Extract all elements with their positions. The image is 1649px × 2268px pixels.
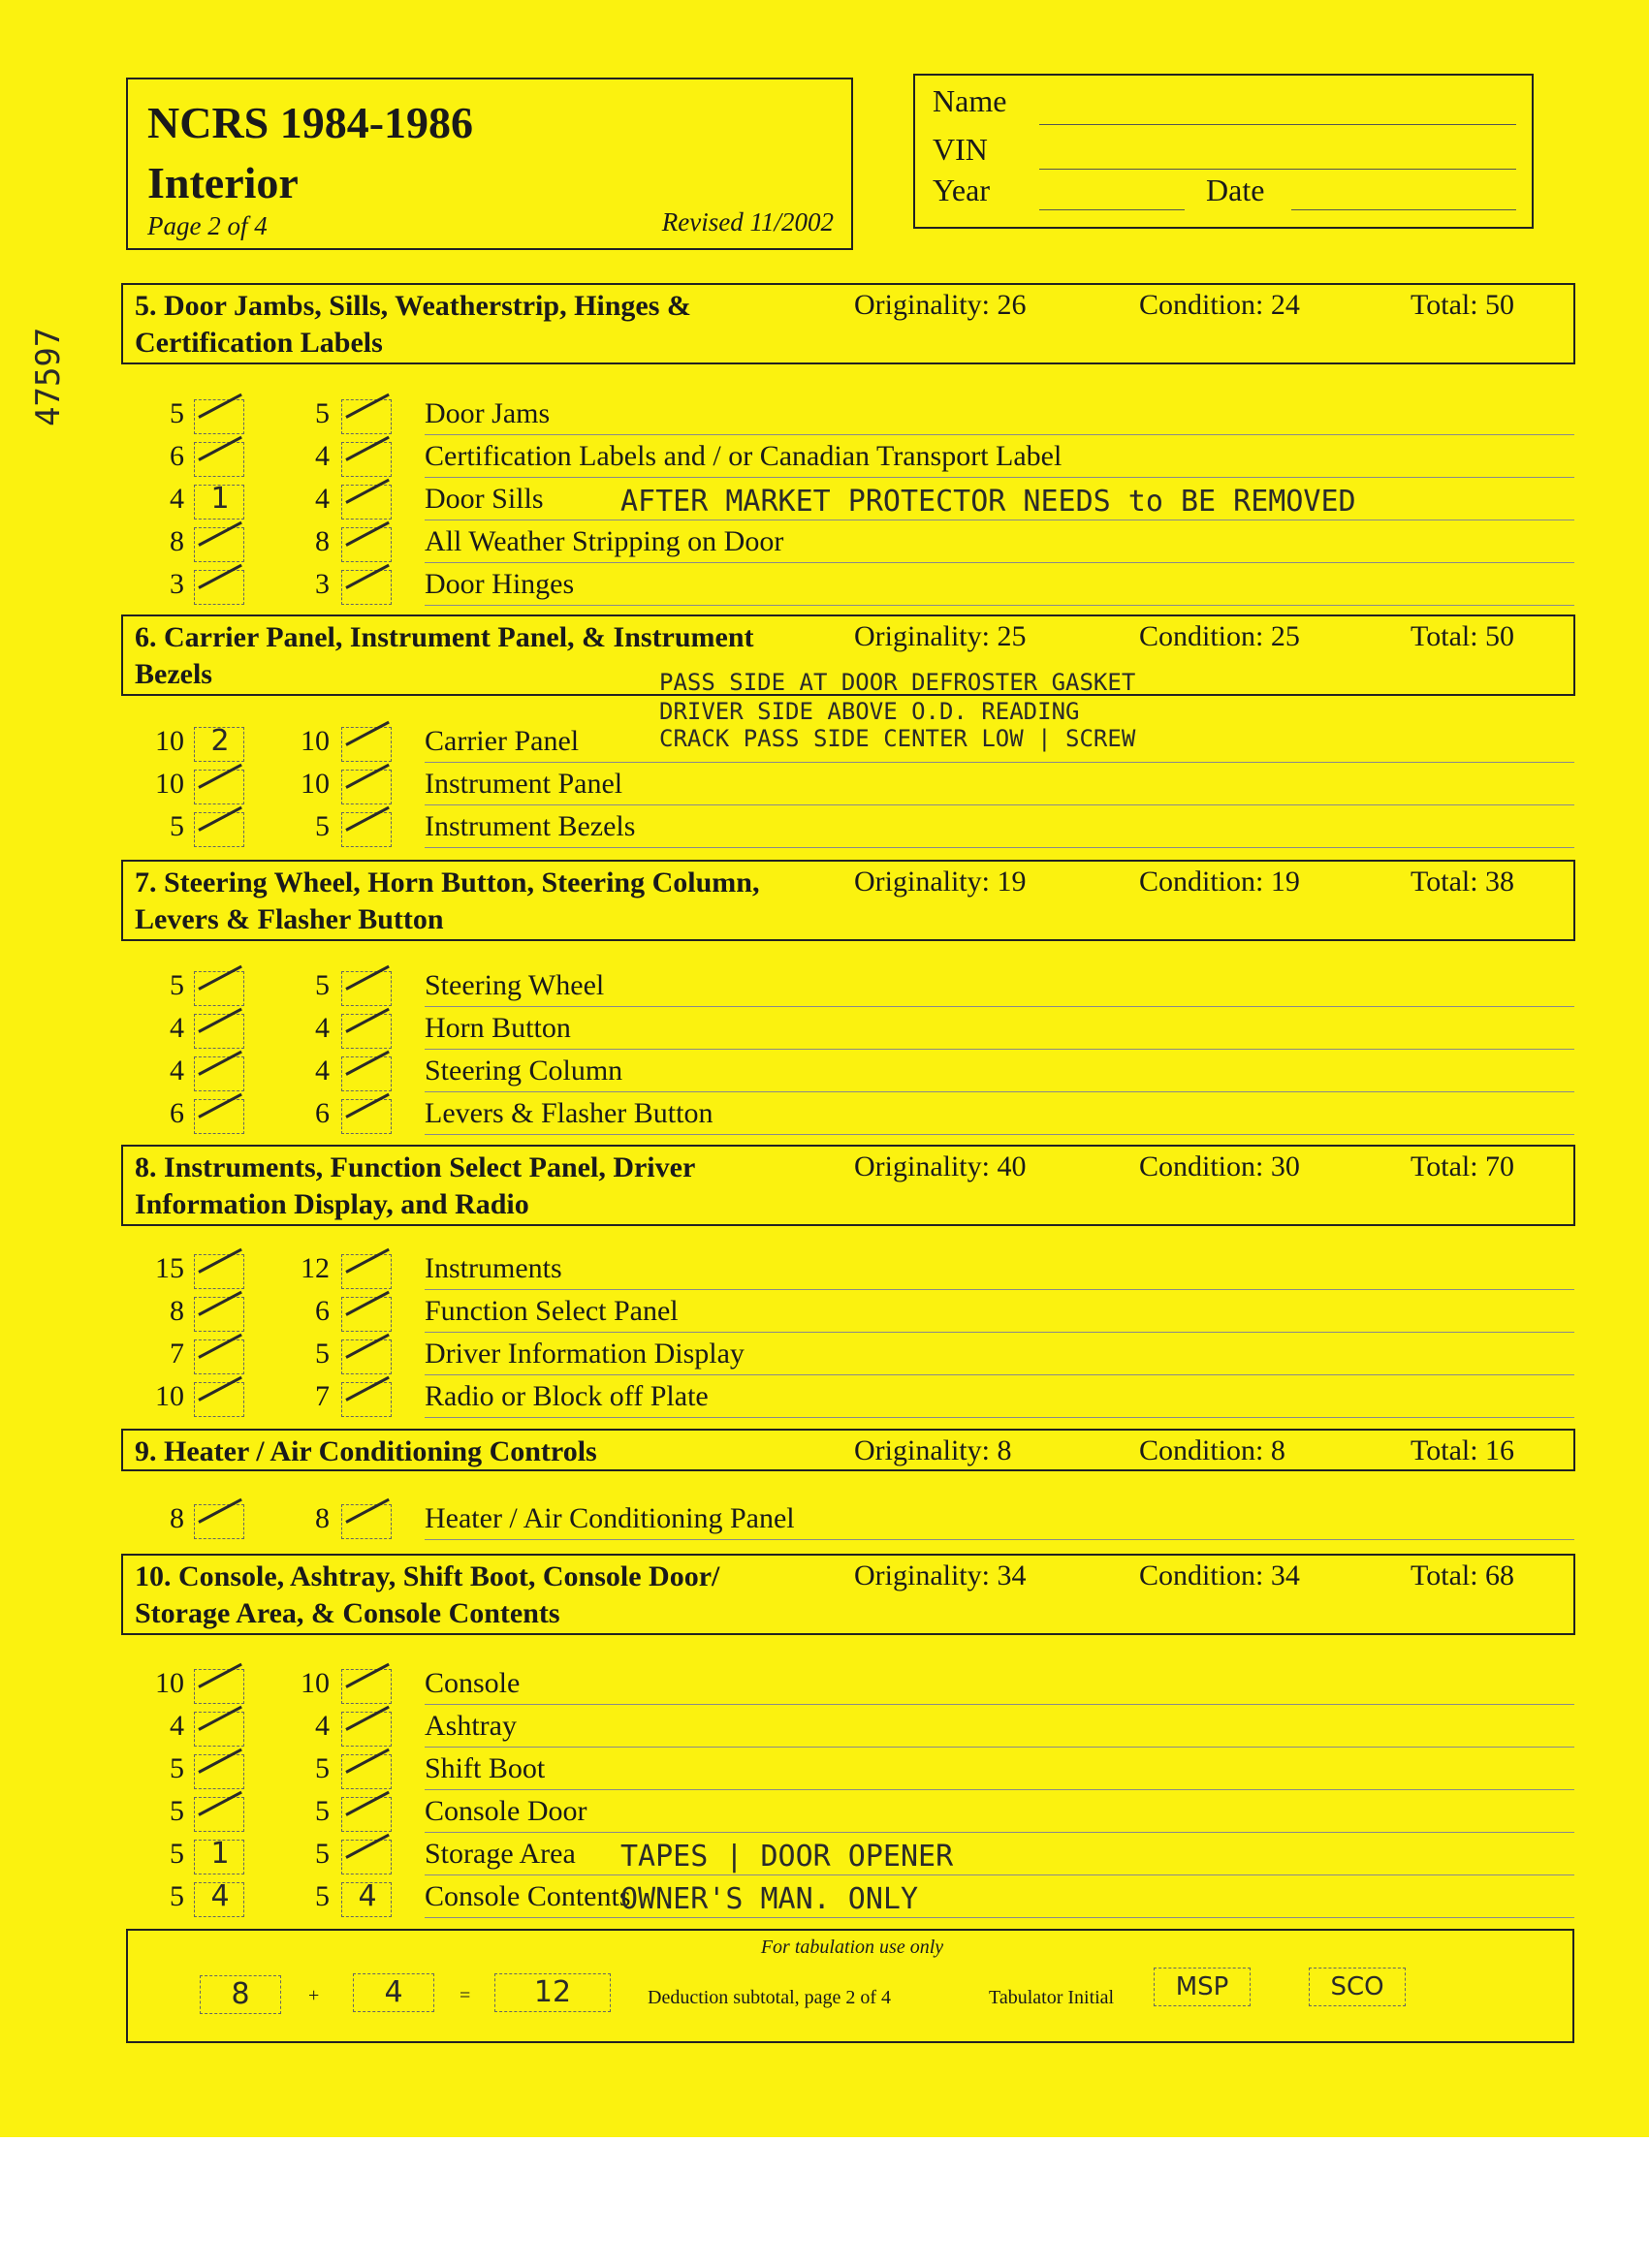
originality-score: Originality: 8 <box>854 1434 1012 1466</box>
section-header <box>121 860 1575 941</box>
condition-points: 8 <box>315 525 330 557</box>
condition-checkbox[interactable] <box>341 770 392 804</box>
originality-points: 5 <box>170 810 184 842</box>
section-header <box>121 1554 1575 1635</box>
tabulator-initial-field-1[interactable]: MSP <box>1154 1968 1251 2006</box>
item-row <box>0 1752 1649 1795</box>
section-title-line-2: Storage Area, & Console Contents <box>135 1597 560 1629</box>
section-title-line-1: 10. Console, Ashtray, Shift Boot, Console Door/ <box>135 1560 720 1592</box>
originality-deduction-mark: 4 <box>210 1879 230 1913</box>
item-row <box>0 1710 1649 1752</box>
check-mark-icon <box>198 521 242 547</box>
originality-points: 10 <box>155 1380 184 1412</box>
item-row <box>0 1295 1649 1338</box>
tabulation-box <box>126 1929 1574 2043</box>
item-label: Instruments <box>425 1252 562 1284</box>
item-comment-line[interactable] <box>425 847 1574 848</box>
condition-points: 10 <box>301 725 330 757</box>
originality-checkbox[interactable] <box>194 1056 244 1091</box>
check-mark-icon <box>198 1248 242 1274</box>
condition-checkbox[interactable] <box>341 1754 392 1789</box>
section-header <box>121 283 1575 364</box>
item-label: Driver Information Display <box>425 1338 745 1370</box>
originality-checkbox[interactable] <box>194 770 244 804</box>
originality-checkbox[interactable] <box>194 570 244 605</box>
condition-score: Condition: 24 <box>1139 289 1300 321</box>
check-mark-icon <box>198 1008 242 1033</box>
check-mark-icon <box>345 1008 390 1033</box>
condition-score: Condition: 30 <box>1139 1150 1300 1182</box>
check-mark-icon <box>345 1663 390 1688</box>
section-header <box>121 1429 1575 1471</box>
condition-score: Condition: 25 <box>1139 620 1300 652</box>
check-mark-icon <box>345 721 390 746</box>
originality-points: 4 <box>170 483 184 515</box>
vin-field[interactable] <box>1039 169 1516 170</box>
margin-note: 47597 <box>29 327 68 426</box>
originality-points: 5 <box>170 969 184 1001</box>
condition-checkbox[interactable] <box>341 1797 392 1832</box>
item-comment-line[interactable] <box>425 804 1574 805</box>
condition-points: 5 <box>315 1880 330 1912</box>
title-box <box>126 78 853 250</box>
tabulator-initial-field-2[interactable]: SCO <box>1309 1968 1406 2006</box>
section-title-line-1: 8. Instruments, Function Select Panel, Driver <box>135 1151 696 1183</box>
check-mark-icon <box>198 764 242 789</box>
condition-points: 5 <box>315 1795 330 1827</box>
item-comment-line[interactable] <box>425 1289 1574 1290</box>
originality-deduction-mark: 2 <box>210 724 230 758</box>
handwritten-note: CRACK PASS SIDE CENTER LOW | SCREW <box>659 725 1136 752</box>
item-comment-line[interactable] <box>425 434 1574 435</box>
condition-score: Condition: 34 <box>1139 1559 1300 1591</box>
item-label: Door Jams <box>425 397 551 429</box>
check-mark-icon <box>345 1291 390 1316</box>
condition-points: 10 <box>301 768 330 800</box>
condition-points: 6 <box>315 1097 330 1129</box>
revision-date: Revised 11/2002 <box>661 207 834 236</box>
check-mark-icon <box>345 806 390 832</box>
check-mark-icon <box>345 1498 390 1524</box>
originality-checkbox[interactable] <box>194 1797 244 1832</box>
check-mark-icon <box>345 394 390 419</box>
condition-checkbox[interactable] <box>341 1712 392 1747</box>
condition-checkbox[interactable] <box>341 1297 392 1332</box>
item-label: Carrier Panel <box>425 725 580 757</box>
handwritten-note: TAPES | DOOR OPENER <box>620 1840 954 1874</box>
check-mark-icon <box>198 1706 242 1731</box>
condition-checkbox[interactable] <box>341 1014 392 1049</box>
originality-points: 5 <box>170 1880 184 1912</box>
item-comment-line[interactable] <box>425 1332 1574 1333</box>
item-row <box>0 1097 1649 1140</box>
condition-points: 5 <box>315 1338 330 1370</box>
originality-deduction-mark: 1 <box>210 1837 230 1871</box>
check-mark-icon <box>198 965 242 991</box>
originality-score: Originality: 26 <box>854 289 1027 321</box>
total-score: Total: 50 <box>1411 289 1515 321</box>
originality-points: 5 <box>170 1838 184 1870</box>
condition-checkbox[interactable] <box>341 1254 392 1289</box>
originality-score: Originality: 25 <box>854 620 1027 652</box>
check-mark-icon <box>345 1093 390 1118</box>
section-header <box>121 1145 1575 1226</box>
form-title: NCRS 1984-1986 <box>147 98 474 147</box>
originality-points: 15 <box>155 1252 184 1284</box>
condition-points: 4 <box>315 440 330 472</box>
condition-checkbox[interactable] <box>341 727 392 762</box>
originality-points: 10 <box>155 1667 184 1699</box>
item-comment-line[interactable] <box>425 1374 1574 1375</box>
condition-points: 4 <box>315 1710 330 1742</box>
check-mark-icon <box>198 1334 242 1359</box>
check-mark-icon <box>198 1291 242 1316</box>
item-row <box>0 440 1649 483</box>
item-label: Levers & Flasher Button <box>425 1097 714 1129</box>
condition-checkbox[interactable] <box>341 971 392 1006</box>
condition-checkbox[interactable] <box>341 1382 392 1417</box>
date-label: Date <box>1206 173 1265 207</box>
originality-checkbox[interactable] <box>194 1297 244 1332</box>
item-row <box>0 1252 1649 1295</box>
item-row <box>0 1055 1649 1097</box>
originality-points: 8 <box>170 1295 184 1327</box>
originality-checkbox[interactable] <box>194 1382 244 1417</box>
condition-checkbox[interactable] <box>341 1840 392 1874</box>
check-mark-icon <box>345 1834 390 1859</box>
name-field[interactable] <box>1039 124 1516 125</box>
item-comment-line[interactable] <box>425 1049 1574 1050</box>
originality-checkbox[interactable] <box>194 1669 244 1704</box>
originality-checkbox[interactable] <box>194 1254 244 1289</box>
section-title-line-2: Levers & Flasher Button <box>135 903 444 935</box>
total-score: Total: 38 <box>1411 866 1515 898</box>
year-field[interactable] <box>1039 209 1185 210</box>
item-label: Ashtray <box>425 1710 517 1742</box>
condition-points: 4 <box>315 483 330 515</box>
section-title-line-1: 7. Steering Wheel, Horn Button, Steering Column, <box>135 866 760 898</box>
item-label: Instrument Panel <box>425 768 623 800</box>
originality-points: 5 <box>170 1795 184 1827</box>
check-mark-icon <box>198 394 242 419</box>
tabulation-heading: For tabulation use only <box>760 1937 944 1958</box>
condition-points: 12 <box>301 1252 330 1284</box>
check-mark-icon <box>345 1248 390 1274</box>
condition-points: 5 <box>315 1752 330 1784</box>
item-row <box>0 1838 1649 1880</box>
originality-checkbox[interactable] <box>194 482 244 520</box>
check-mark-icon <box>198 564 242 589</box>
date-field[interactable] <box>1291 209 1516 210</box>
check-mark-icon <box>198 1748 242 1774</box>
condition-points: 10 <box>301 1667 330 1699</box>
originality-checkbox[interactable] <box>194 1014 244 1049</box>
originality-points: 10 <box>155 768 184 800</box>
condition-points: 5 <box>315 810 330 842</box>
item-row <box>0 483 1649 525</box>
check-mark-icon <box>198 806 242 832</box>
condition-checkbox[interactable] <box>341 1669 392 1704</box>
item-label: Heater / Air Conditioning Panel <box>425 1502 795 1534</box>
item-label: Door Sills <box>425 483 544 515</box>
item-row <box>0 568 1649 611</box>
condition-points: 3 <box>315 568 330 600</box>
item-row <box>0 810 1649 853</box>
originality-checkbox[interactable] <box>194 527 244 562</box>
total-score: Total: 70 <box>1411 1150 1515 1182</box>
condition-checkbox[interactable] <box>341 570 392 605</box>
originality-checkbox[interactable] <box>194 812 244 847</box>
originality-points: 3 <box>170 568 184 600</box>
check-mark-icon <box>345 1051 390 1076</box>
originality-points: 8 <box>170 1502 184 1534</box>
originality-deduction-field[interactable]: 8 <box>200 1975 281 2014</box>
item-label: Console Door <box>425 1795 587 1827</box>
originality-points: 10 <box>155 725 184 757</box>
item-comment-line[interactable] <box>425 1417 1574 1418</box>
name-label: Name <box>933 83 1007 118</box>
item-label: Instrument Bezels <box>425 810 636 842</box>
originality-checkbox[interactable] <box>194 724 244 762</box>
originality-points: 5 <box>170 397 184 429</box>
condition-score: Condition: 8 <box>1139 1434 1285 1466</box>
item-comment-line[interactable] <box>425 1789 1574 1790</box>
item-comment-line[interactable] <box>425 762 1574 763</box>
item-comment-line[interactable] <box>425 477 1574 478</box>
item-label: Steering Wheel <box>425 969 605 1001</box>
item-row <box>0 525 1649 568</box>
equals-sign: = <box>460 1985 471 2006</box>
originality-score: Originality: 19 <box>854 866 1027 898</box>
condition-checkbox[interactable] <box>341 812 392 847</box>
condition-score: Condition: 19 <box>1139 866 1300 898</box>
condition-checkbox[interactable] <box>341 1504 392 1539</box>
condition-points: 6 <box>315 1295 330 1327</box>
plus-sign: + <box>308 1985 320 2006</box>
check-mark-icon <box>198 1093 242 1118</box>
item-row <box>0 1667 1649 1710</box>
originality-checkbox[interactable] <box>194 1712 244 1747</box>
item-row <box>0 969 1649 1012</box>
check-mark-icon <box>198 1791 242 1816</box>
item-comment-line[interactable] <box>425 1747 1574 1748</box>
item-label: All Weather Stripping on Door <box>425 525 784 557</box>
section-title-line-1: 9. Heater / Air Conditioning Controls <box>135 1435 597 1467</box>
condition-checkbox[interactable] <box>341 399 392 434</box>
vin-label: VIN <box>933 132 988 167</box>
check-mark-icon <box>345 1748 390 1774</box>
item-label: Horn Button <box>425 1012 571 1044</box>
handwritten-note: PASS SIDE AT DOOR DEFROSTER GASKET <box>659 669 1136 696</box>
check-mark-icon <box>345 564 390 589</box>
check-mark-icon <box>198 1051 242 1076</box>
originality-checkbox[interactable] <box>194 1754 244 1789</box>
handwritten-note: AFTER MARKET PROTECTOR NEEDS to BE REMOVED <box>620 485 1356 519</box>
condition-points: 4 <box>315 1012 330 1044</box>
section-title-line-2: Information Display, and Radio <box>135 1188 529 1220</box>
check-mark-icon <box>345 479 390 504</box>
tabulator-initial-label: Tabulator Initial <box>989 1987 1115 2008</box>
item-row <box>0 1012 1649 1055</box>
item-comment-line[interactable] <box>425 1539 1574 1540</box>
section-title-line-1: 6. Carrier Panel, Instrument Panel, & Instrument <box>135 621 754 653</box>
condition-checkbox[interactable] <box>341 442 392 477</box>
originality-points: 8 <box>170 525 184 557</box>
originality-points: 4 <box>170 1710 184 1742</box>
originality-checkbox[interactable] <box>194 1504 244 1539</box>
item-label: Door Hinges <box>425 568 575 600</box>
condition-points: 5 <box>315 397 330 429</box>
check-mark-icon <box>198 436 242 461</box>
item-comment-line[interactable] <box>425 1704 1574 1705</box>
item-row <box>0 1880 1649 1923</box>
originality-points: 4 <box>170 1012 184 1044</box>
item-label: Console <box>425 1667 521 1699</box>
originality-points: 7 <box>170 1338 184 1370</box>
condition-points: 4 <box>315 1055 330 1087</box>
item-comment-line[interactable] <box>425 1006 1574 1007</box>
originality-checkbox[interactable] <box>194 1099 244 1134</box>
item-label: Function Select Panel <box>425 1295 679 1327</box>
total-score: Total: 50 <box>1411 620 1515 652</box>
identification-box <box>913 74 1534 229</box>
total-score: Total: 68 <box>1411 1559 1515 1591</box>
condition-points: 7 <box>315 1380 330 1412</box>
item-comment-line[interactable] <box>425 1917 1574 1918</box>
condition-checkbox[interactable] <box>341 1056 392 1091</box>
item-row <box>0 1380 1649 1423</box>
section-title-line-2: Bezels <box>135 658 212 690</box>
condition-checkbox[interactable] <box>341 527 392 562</box>
item-row <box>0 1338 1649 1380</box>
handwritten-note: OWNER'S MAN. ONLY <box>620 1882 919 1916</box>
condition-checkbox[interactable] <box>341 485 392 520</box>
check-mark-icon <box>345 1791 390 1816</box>
item-label: Radio or Block off Plate <box>425 1380 709 1412</box>
check-mark-icon <box>345 521 390 547</box>
check-mark-icon <box>198 1663 242 1688</box>
check-mark-icon <box>345 965 390 991</box>
item-row <box>0 768 1649 810</box>
item-label: Shift Boot <box>425 1752 546 1784</box>
item-label: Steering Column <box>425 1055 623 1087</box>
section-title-line-2: Certification Labels <box>135 327 383 359</box>
originality-checkbox[interactable] <box>194 1339 244 1374</box>
item-comment-line[interactable] <box>425 1134 1574 1135</box>
item-label: Console Contents <box>425 1880 631 1912</box>
condition-deduction-mark: 4 <box>358 1879 377 1913</box>
deduction-subtotal-field[interactable]: 12 <box>494 1973 611 2012</box>
check-mark-icon <box>345 1334 390 1359</box>
year-label: Year <box>933 173 990 207</box>
originality-score: Originality: 34 <box>854 1559 1027 1591</box>
originality-checkbox[interactable] <box>194 399 244 434</box>
check-mark-icon <box>198 1498 242 1524</box>
condition-checkbox[interactable] <box>341 1339 392 1374</box>
originality-checkbox[interactable] <box>194 1837 244 1874</box>
item-comment-line[interactable] <box>425 1832 1574 1833</box>
deduction-subtotal-label: Deduction subtotal, page 2 of 4 <box>648 1987 892 2008</box>
item-row <box>0 397 1649 440</box>
condition-checkbox[interactable] <box>341 1879 392 1917</box>
originality-points: 4 <box>170 1055 184 1087</box>
originality-checkbox[interactable] <box>194 442 244 477</box>
total-score: Total: 16 <box>1411 1434 1515 1466</box>
handwritten-note: DRIVER SIDE ABOVE O.D. READING <box>659 698 1080 725</box>
check-mark-icon <box>345 1376 390 1402</box>
page-number: Page 2 of 4 <box>147 211 268 240</box>
item-comment-line[interactable] <box>425 562 1574 563</box>
item-comment-line[interactable] <box>425 1091 1574 1092</box>
item-row <box>0 1795 1649 1838</box>
condition-points: 5 <box>315 1838 330 1870</box>
condition-deduction-field[interactable]: 4 <box>353 1973 434 2012</box>
section-title-line-1: 5. Door Jambs, Sills, Weatherstrip, Hinges & <box>135 290 691 322</box>
item-label: Certification Labels and / or Canadian Transport Label <box>425 440 1062 472</box>
condition-checkbox[interactable] <box>341 1099 392 1134</box>
check-mark-icon <box>198 1376 242 1402</box>
check-mark-icon <box>345 764 390 789</box>
originality-points: 6 <box>170 440 184 472</box>
item-row <box>0 1502 1649 1545</box>
condition-points: 8 <box>315 1502 330 1534</box>
originality-deduction-mark: 1 <box>210 482 230 516</box>
check-mark-icon <box>345 436 390 461</box>
originality-points: 6 <box>170 1097 184 1129</box>
originality-checkbox[interactable] <box>194 1879 244 1917</box>
condition-points: 5 <box>315 969 330 1001</box>
originality-checkbox[interactable] <box>194 971 244 1006</box>
originality-score: Originality: 40 <box>854 1150 1027 1182</box>
check-mark-icon <box>345 1706 390 1731</box>
item-comment-line[interactable] <box>425 605 1574 606</box>
form-subtitle: Interior <box>147 158 299 207</box>
originality-points: 5 <box>170 1752 184 1784</box>
item-label: Storage Area <box>425 1838 576 1870</box>
item-comment-line[interactable] <box>425 1874 1574 1875</box>
